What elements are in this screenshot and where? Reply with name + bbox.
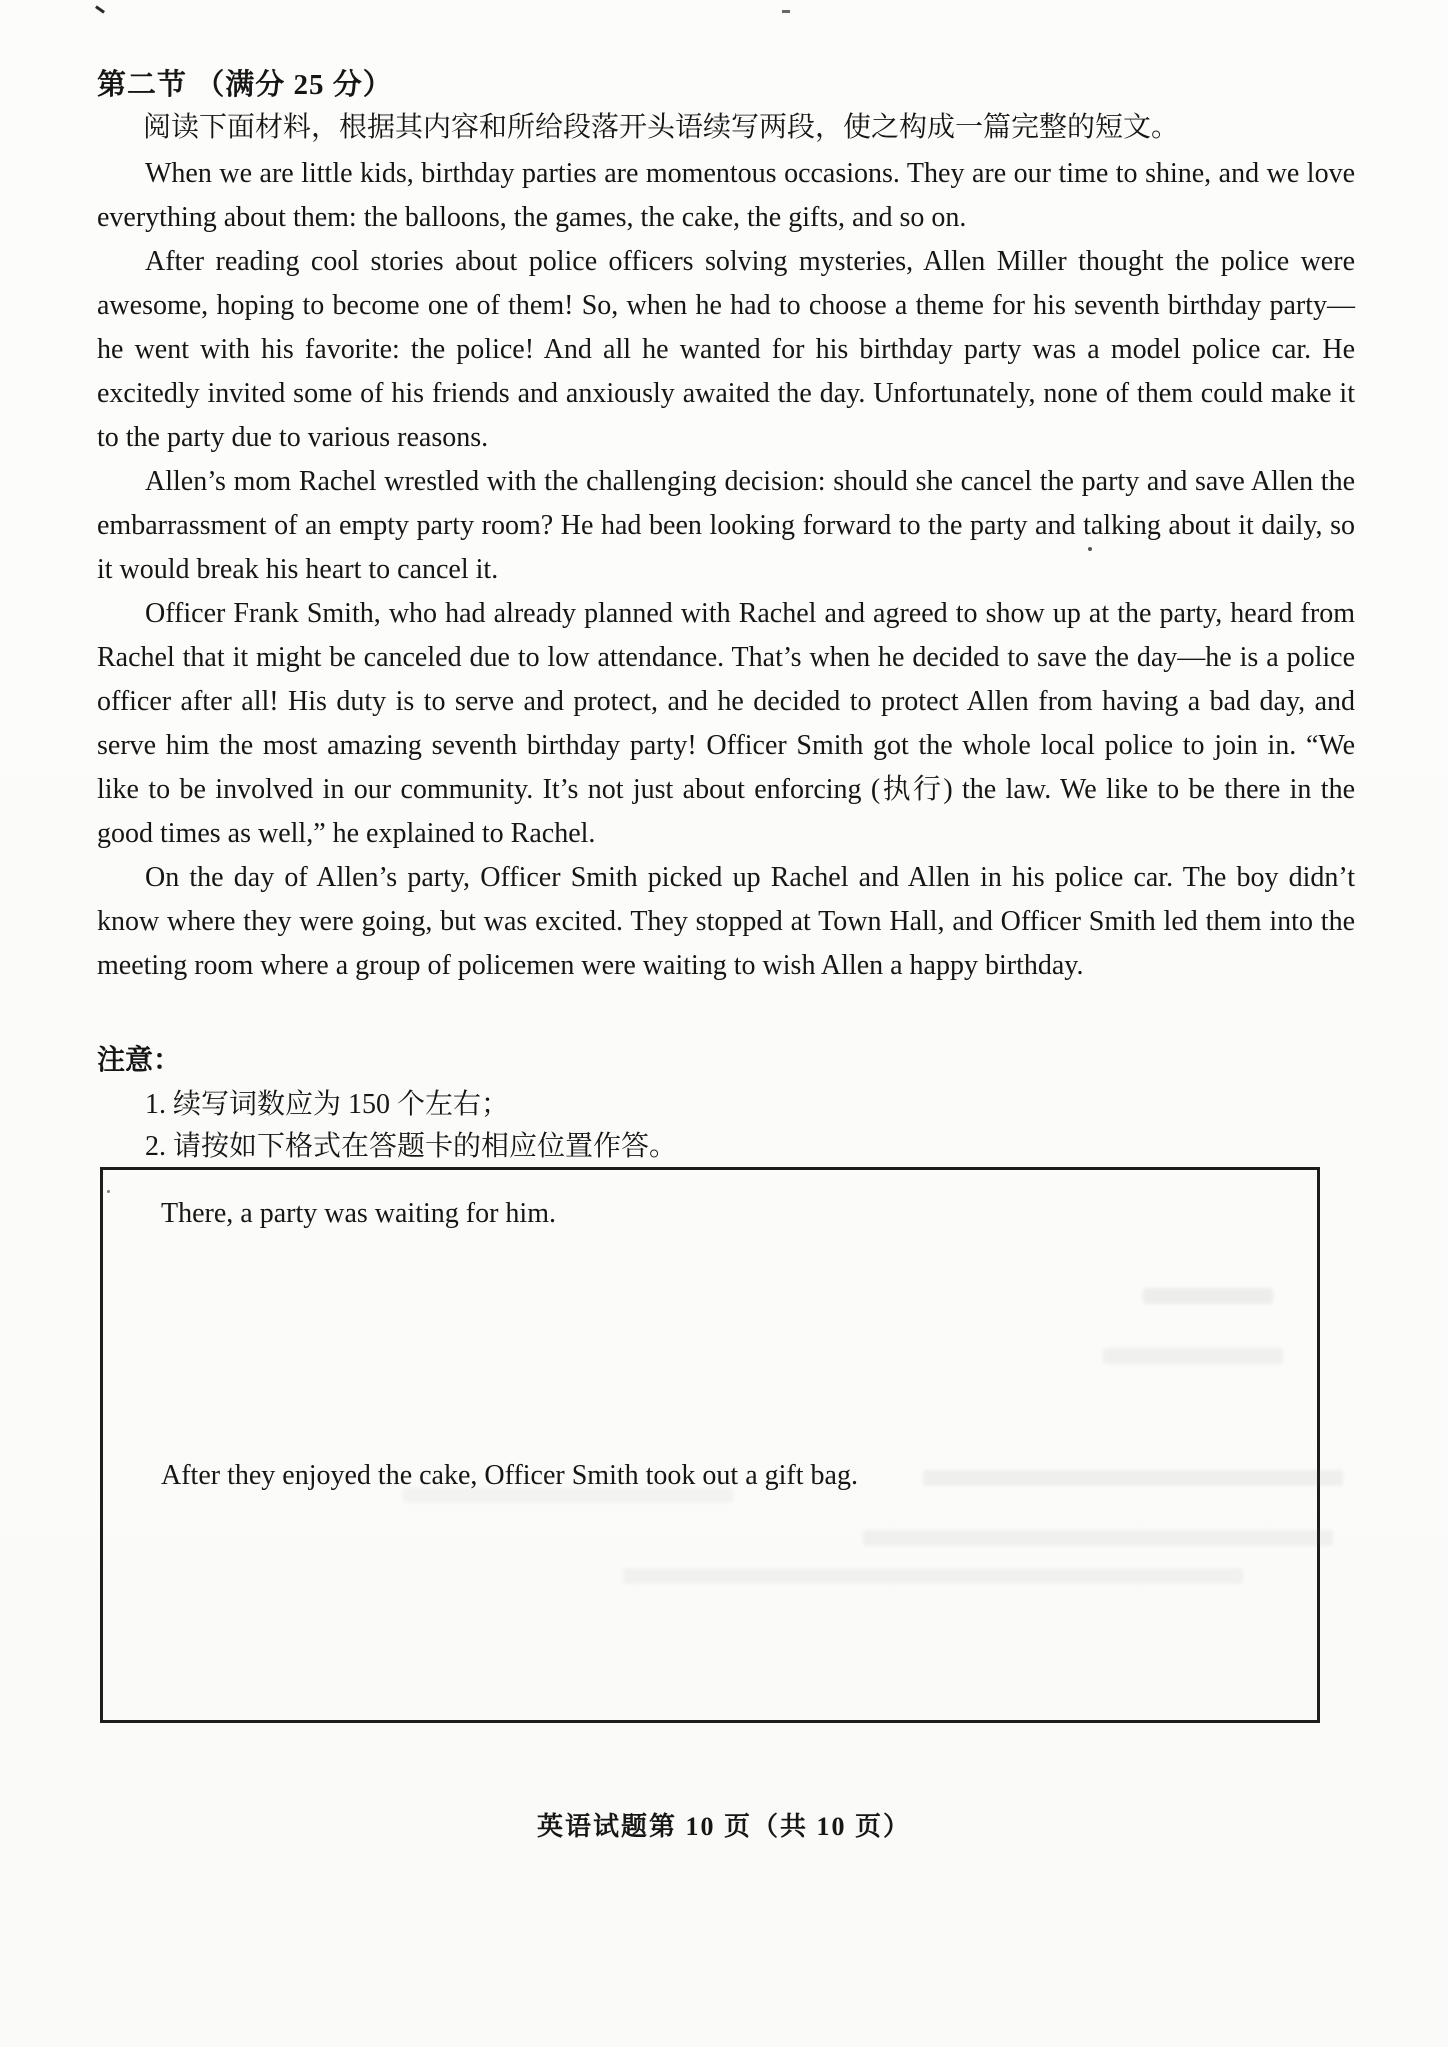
scan-speck bbox=[95, 5, 105, 13]
passage-paragraph-4: Officer Frank Smith, who had already planned with Rachel and agreed to show up at the party, heard from Rachel that it might be canceled due to low attendance. That’s when he decided to save the day—he is a police officer after all! His duty is to serve and protect, and he decided to protect Allen from having a bad day, and serve him the most amazing seventh birthday party! Officer Smith got the whole local police to join in. “We like to be involved in our community. It’s not just about enforcing (执行) the law. We like to be there in the good times as well,” he explained to Rachel. bbox=[97, 598, 1355, 849]
note-item-answer-format: 2. 请按如下格式在答题卡的相应位置作答。 bbox=[145, 1131, 678, 1162]
passage-paragraph-3: Allen’s mom Rachel wrestled with the challenging decision: should she cancel the party and save Allen the embarrassment of an empty party room? He had been looking forward to the party and talking about it daily, so it would break his heart to cancel it. bbox=[97, 466, 1355, 585]
note-item-word-count: 1. 续写词数应为 150 个左右； bbox=[145, 1089, 510, 1120]
reading-passage bbox=[97, 152, 1355, 988]
answer-format-box bbox=[100, 1167, 1320, 1723]
bleed-through-artifact bbox=[863, 1530, 1333, 1546]
passage-paragraph-5: On the day of Allen’s party, Officer Smith picked up Rachel and Allen in his police car. The boy didn’t know where they were going, but was excited. They stopped at Town Hall, and Officer Smith led them into the meeting room where a group of policemen were waiting to wish Allen a happy birthday. bbox=[97, 862, 1355, 981]
bleed-through-artifact bbox=[623, 1568, 1243, 1584]
bleed-through-artifact bbox=[1103, 1348, 1283, 1364]
paragraph-opening-sentence-2: After they enjoyed the cake, Officer Smith took out a gift bag. bbox=[161, 1460, 858, 1491]
bleed-through-artifact bbox=[1143, 1288, 1273, 1304]
notes-label: 注意： bbox=[97, 1045, 182, 1076]
page-footer-label: 英语试题第 10 页（共 10 页） bbox=[536, 1812, 911, 1841]
passage-paragraph-1: When we are little kids, birthday parties are momentous occasions. They are our time to shine, and we love everything about them: the balloons, the games, the cake, the gifts, and so on. bbox=[97, 158, 1355, 233]
scan-speck bbox=[782, 10, 790, 13]
paragraph-opening-sentence-1: There, a party was waiting for him. bbox=[161, 1198, 556, 1229]
writing-task-instruction: 阅读下面材料，根据其内容和所给段落开头语续写两段，使之构成一篇完整的短文。 bbox=[143, 112, 1180, 143]
bleed-through-artifact bbox=[923, 1470, 1343, 1486]
section-heading: 第二节 （满分 25 分） bbox=[97, 69, 393, 101]
passage-paragraph-2: After reading cool stories about police officers solving mysteries, Allen Miller thought the police were awesome, hoping to become one of them! So, when he had to choose a theme for his seventh birthday party—he went with his favorite: the police! And all he wanted for his birthday party was a model police car. He excitedly invited some of his friends and anxiously awaited the day. Unfortunately, none of them could make it to the party due to various reasons. bbox=[97, 246, 1355, 453]
